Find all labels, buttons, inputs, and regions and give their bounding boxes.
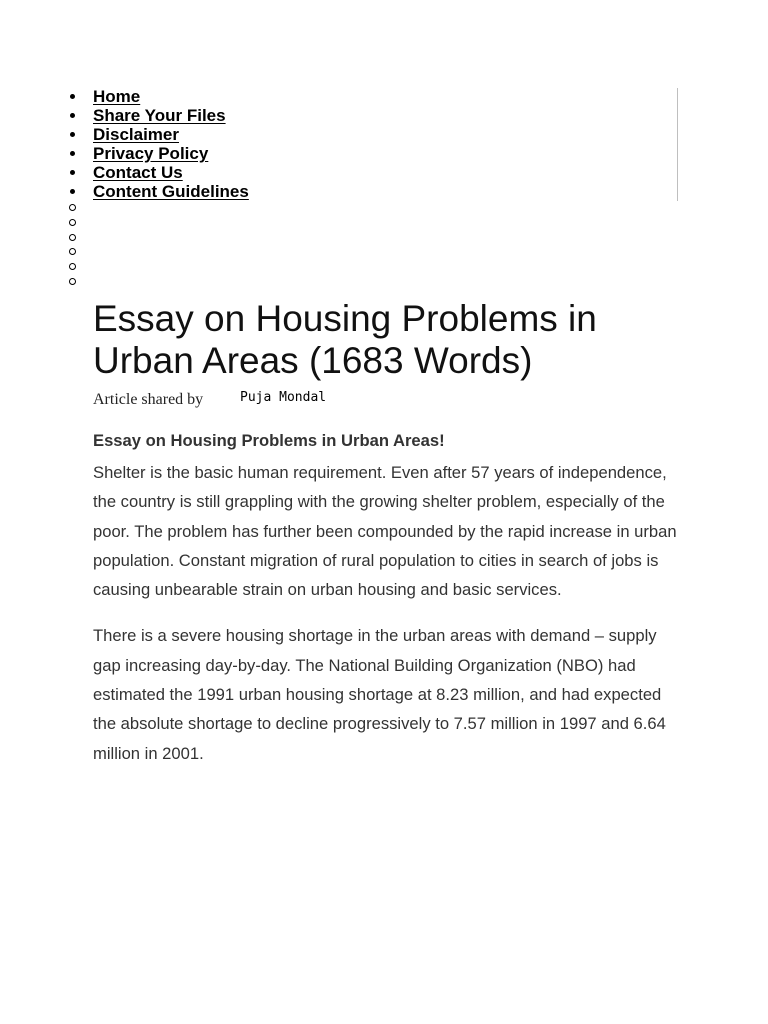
nav-link-contact-us[interactable]: Contact Us: [93, 163, 183, 182]
article-title: Essay on Housing Problems in Urban Areas (1683 Words): [93, 298, 597, 381]
nav-item-privacy-policy: [66, 144, 249, 163]
bullet-icon: [70, 170, 75, 175]
nav-link-home[interactable]: Home: [93, 87, 141, 106]
bullet-icon: [70, 113, 75, 118]
nav-item-content-guidelines: [66, 182, 249, 201]
nav-link-privacy-policy[interactable]: Privacy Policy: [93, 144, 209, 163]
hollow-bullet-icon: [69, 248, 76, 255]
nav-item-disclaimer: [66, 125, 249, 144]
paragraph: Shelter is the basic human requirement. Even after 57 years of independence, the country is still grappling with the growing shelter problem, especially of the poor. The problem has further been compounded by the rapid increase in urban population. Constant migration of rural population to cities in search of jobs is causing unbearable strain on urban housing and basic services.: [93, 463, 677, 600]
nav-link-share-your-files[interactable]: Share Your Files: [93, 106, 226, 125]
article-body: [93, 430, 683, 768]
hollow-bullet-icon: [69, 234, 76, 241]
hollow-bullet-icon: [69, 278, 76, 285]
main-nav: [66, 87, 249, 201]
hollow-bullet-icon: [69, 263, 76, 270]
bullet-icon: [70, 151, 75, 156]
hollow-bullet-icon: [69, 219, 76, 226]
paragraph: There is a severe housing shortage in the urban areas with demand – supply gap increasing day-by-day. The National Building Organization (NBO) had estimated the 1991 urban housing shortage at 8.23 million, and had expected the absolute shortage to decline progressively to 7.57 million in 1997 and 6.64 million in 2001.: [93, 626, 666, 763]
bullet-icon: [70, 94, 75, 99]
bullet-icon: [70, 189, 75, 194]
hollow-bullet-icon: [69, 204, 76, 211]
byline-label: Article shared by: [93, 391, 204, 408]
bullet-icon: [70, 132, 75, 137]
nav-link-disclaimer[interactable]: Disclaimer: [93, 125, 179, 144]
divider: [677, 88, 678, 201]
nav-item-share-your-files: [66, 106, 249, 125]
article-byline: [93, 390, 327, 415]
nav-item-contact-us: [66, 163, 249, 182]
author-name: Puja Mondal: [240, 390, 327, 405]
nav-item-home: [66, 87, 249, 106]
article-lead: Essay on Housing Problems in Urban Areas!: [93, 431, 445, 450]
nav-link-content-guidelines[interactable]: Content Guidelines: [93, 182, 249, 201]
